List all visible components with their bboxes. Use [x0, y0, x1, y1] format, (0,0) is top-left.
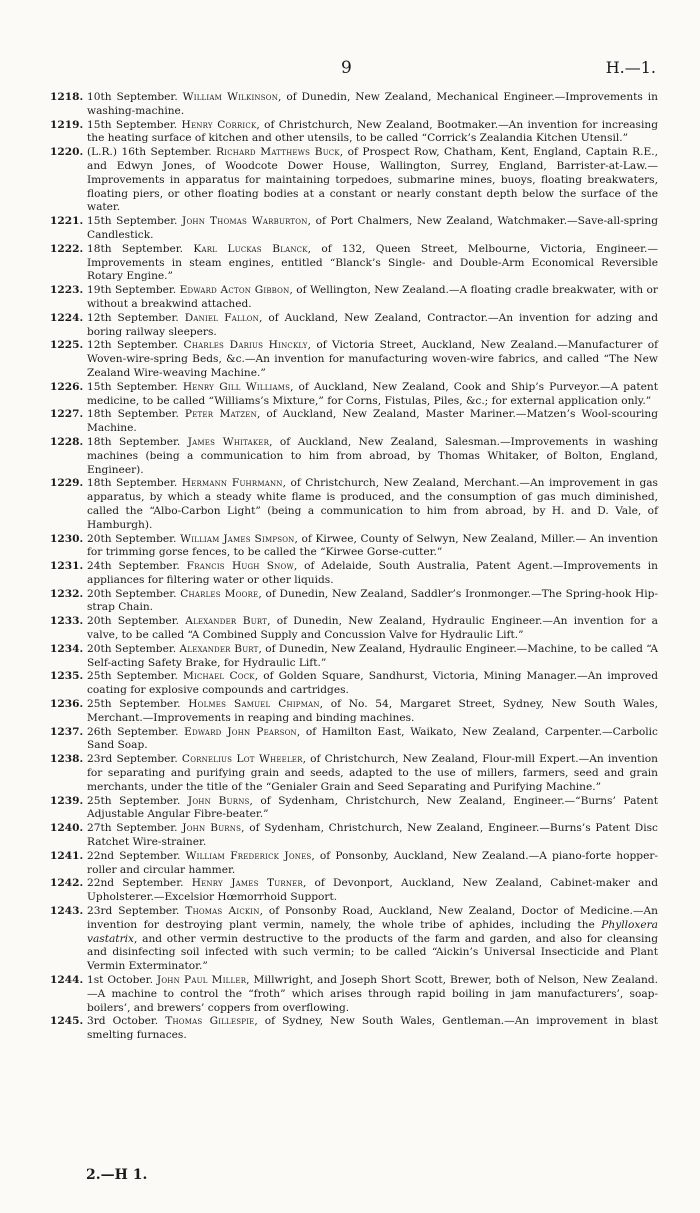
entry-description: , of Auckland, New Zealand, Cook and Ship’s Purveyor.—A patent medicine, to be called “Williams’s Mixture,” for Corns, Fistulas, Piles, &c.; for external application only.” — [87, 380, 658, 407]
entry-date: 20th September. — [87, 532, 177, 545]
patent-entry — [50, 119, 658, 147]
entry-description: , of Christchurch, New Zealand, Merchant.—An improvement in gas apparatus, by which a steady white flame is produced, and the consumption of gas much diminished, called the “Albo-Carbon Light” (being a communication to him from abroad, by H. and D. Vale, of Hamburgh). — [87, 477, 658, 531]
patent-entry — [50, 753, 658, 794]
patent-entry — [50, 850, 658, 878]
entry-date: 15th September. — [87, 215, 178, 228]
entry-date: 18th September. — [87, 435, 181, 448]
entry-date: 25th September. — [87, 698, 181, 711]
entry-description: , of Auckland, New Zealand, Master Mariner.—Matzen’s Wool-scouring Machine. — [87, 408, 658, 435]
applicant-name: Henry Gill Williams — [182, 380, 291, 393]
applicant-name: James Whitaker — [187, 435, 270, 448]
entry-number: 1243. — [50, 905, 84, 918]
entry-description: , of 132, Queen Street, Melbourne, Victoria, Engineer.—Improvements in steam engines, entitled “Blanck’s Single- and Double-Arm Economical Reversible Rotary Engine.” — [87, 242, 658, 283]
entry-number: 1240. — [50, 822, 84, 835]
entry-date: 24th September. — [87, 560, 180, 573]
document-reference: H.—1. — [605, 58, 656, 77]
patent-entry — [50, 381, 658, 409]
applicant-name: Karl Luckas Blanck — [193, 242, 308, 255]
entry-description: , of Port Chalmers, New Zealand, Watchmaker.—Save-all-spring Candlestick. — [87, 215, 659, 241]
entry-number: 1244. — [50, 974, 84, 986]
entry-number: 1230. — [50, 532, 84, 545]
patent-entry — [50, 560, 658, 588]
entry-date: 18th September. — [87, 242, 184, 255]
entry-number: 1235. — [50, 670, 84, 683]
entry-number: 1227. — [50, 408, 84, 421]
entry-description-continued: , and other vermin destructive to the products of the farm and garden, and also for cleansing and disinfecting soil infected with such vermin; to be called “Aickin’s Universal Insecticide and Plant Vermin Exterminator.” — [87, 932, 658, 973]
patent-entry — [50, 91, 658, 119]
entry-description: , of Dunedin, New Zealand, Mechanical Engineer.—Improvements in washing-machine. — [87, 91, 658, 117]
applicant-name: Thomas Aickin — [185, 905, 260, 918]
patent-entry — [50, 146, 658, 215]
entry-description: , of Christchurch, New Zealand, Bootmaker.—An invention for increasing the heating surface of kitchen and other utensils, to be called “Corrick’s Zealandia Kitchen Utensil.” — [87, 118, 658, 145]
entry-number: 1224. — [50, 311, 84, 324]
entry-description: , of Sydenham, Christchurch, New Zealand, Engineer.—Burns’s Patent Disc Ratchet Wire-strainer. — [87, 822, 658, 849]
entry-description: , of Dunedin, New Zealand, Hydraulic Engineer.—An invention for a valve, to be called “A Combined Supply and Concussion Valve for Hydraulic Lift.” — [87, 615, 658, 642]
applicant-name: John Paul Miller — [156, 974, 247, 986]
patent-entry — [50, 822, 658, 850]
entry-date: 20th September. — [87, 615, 179, 628]
patent-entry — [50, 477, 658, 532]
entry-date: 23rd September. — [87, 905, 180, 918]
applicant-name: Charles Darius Hinckly — [183, 339, 308, 352]
page-header — [0, 58, 700, 78]
patent-entry — [50, 312, 658, 340]
entry-date: 15th September. — [87, 118, 178, 131]
patent-entry — [50, 215, 658, 243]
entry-date: 12th September. — [87, 311, 179, 324]
entry-description: , of Devonport, Auckland, New Zealand, Cabinet-maker and Upholsterer.—Excelsior Hœmorrhoid Support. — [87, 877, 659, 904]
entry-date: 22nd September. — [87, 849, 181, 862]
applicant-name: John Thomas Warburton — [182, 215, 308, 228]
entry-description: , of Hamilton East, Waikato, New Zealand, Carpenter.—Carbolic Sand Soap. — [87, 725, 658, 752]
entry-number: 1245. — [50, 1015, 84, 1028]
printer-signature: 2.—H 1. — [86, 1167, 148, 1183]
entry-number: 1239. — [50, 794, 84, 807]
entry-number: 1237. — [50, 725, 84, 738]
entry-description: , of Kirwee, County of Selwyn, New Zealand, Miller.— An invention for trimming gorse fences, to be called the “Kirwee Gorse-cutter.” — [87, 532, 658, 559]
patent-entry — [50, 877, 658, 905]
applicant-name: Thomas Gillespie — [165, 1015, 255, 1028]
entry-number: 1231. — [50, 560, 84, 573]
applicant-name: John Burns — [187, 794, 250, 807]
entry-number: 1242. — [50, 877, 84, 890]
entry-date: 18th September. — [87, 477, 178, 490]
entry-number: 1229. — [50, 477, 84, 490]
entry-number: 1234. — [50, 642, 84, 655]
applicant-name: Hermann Fuhrmann — [181, 477, 283, 490]
entry-description: , of Golden Square, Sandhurst, Victoria, Mining Manager.—An improved coating for explosive compounds and cartridges. — [87, 670, 658, 697]
entry-date: 20th September. — [87, 642, 177, 655]
patent-entry — [50, 436, 658, 477]
entry-number: 1232. — [50, 587, 84, 600]
applicant-name: Charles Moore — [180, 587, 259, 600]
page-number: 9 — [341, 58, 352, 78]
entry-number: 1241. — [50, 849, 84, 862]
applicant-name: Alexander Burt — [185, 615, 268, 628]
entry-number: 1223. — [50, 284, 84, 297]
patent-entry — [50, 643, 658, 671]
applicant-name: Francis Hugh Snow — [186, 560, 294, 573]
entry-number: 1219. — [50, 118, 84, 131]
applicant-name: Daniel Fallon — [184, 311, 260, 324]
applicant-name: William Wilkinson — [182, 91, 279, 103]
entry-date: 27th September. — [87, 822, 178, 835]
applicant-name: Michael Cock — [182, 670, 255, 683]
entry-date: 25th September. — [87, 670, 178, 683]
entry-date: 22nd September. — [87, 877, 184, 890]
entry-number: 1225. — [50, 339, 84, 352]
patent-entry — [50, 339, 658, 380]
patent-entry — [50, 795, 658, 823]
entry-date: 10th September. — [87, 91, 178, 103]
applicant-name: Henry Corrick — [181, 118, 257, 131]
entry-description: , of Auckland, New Zealand, Contractor.—An invention for adzing and boring railway sleepers. — [87, 311, 658, 338]
entry-number: 1220. — [50, 146, 84, 159]
patent-entry — [50, 1015, 658, 1043]
patent-entry — [50, 905, 658, 974]
entry-description: , of Ponsonby Road, Auckland, New Zealand, Doctor of Medicine.—An invention for destroying plant vermin, namely, the whole tribe of aphides, including the — [87, 905, 658, 931]
entry-number: 1233. — [50, 615, 84, 628]
patent-entry — [50, 533, 658, 561]
entry-number: 1236. — [50, 698, 84, 711]
entry-number: 1218. — [50, 91, 84, 103]
entry-description: , of Dunedin, New Zealand, Hydraulic Engineer.—Machine, to be called “A Self-acting Safety Brake, for Hydraulic Lift.” — [87, 642, 658, 669]
entry-date: 12th September. — [87, 339, 179, 352]
patent-entry — [50, 408, 658, 436]
entry-date: 23rd September. — [87, 753, 178, 766]
entry-date: (L.R.) 16th September. — [87, 146, 212, 159]
entry-description: , of Wellington, New Zealand.—A floating cradle breakwater, with or without a breakwind attached. — [87, 284, 658, 310]
applicant-name: William Frederick Jones — [185, 849, 312, 862]
entry-description: , of Auckland, New Zealand, Salesman.—Improvements in washing machines (being a communication to him from abroad, by Thomas Whitaker, of Bolton, England, Engineer). — [87, 435, 658, 476]
entry-description: , of Sydenham, Christchurch, New Zealand, Engineer.—“Burns’ Patent Adjustable Angular Fibre-beater.” — [87, 794, 658, 821]
applicant-name: Peter Matzen — [184, 408, 257, 421]
applicant-name: William James Simpson — [180, 532, 295, 545]
entry-description: , of Adelaide, South Australia, Patent Agent.—Improvements in appliances for filtering water or other liquids. — [87, 560, 658, 586]
applicant-name: Edward John Pearson — [184, 725, 297, 738]
entry-description: , of Prospect Row, Chatham, Kent, England, Captain R.E., and Edwyn Jones, of Woodcote Dower House, Wallington, Surrey, England, Barrister-at-Law.—Improvements in apparatus for maintaining torpedoes, submarine mines, buoys, floating breakwaters, floating piers, or other floating bodies at a constant or nearly constant depth below the surface of the water. — [87, 146, 658, 214]
applicant-name: John Burns — [182, 822, 242, 835]
entry-number: 1228. — [50, 435, 84, 448]
applicant-name: Edward Acton Gibbon — [179, 284, 290, 297]
entry-number: 1238. — [50, 753, 84, 766]
entry-date: 20th September. — [87, 587, 177, 600]
entry-date: 25th September. — [87, 794, 181, 807]
patent-entry — [50, 974, 658, 1015]
patent-entry — [50, 670, 658, 698]
entry-date: 18th September. — [87, 408, 179, 421]
patent-entry — [50, 726, 658, 754]
patent-entry — [50, 284, 658, 312]
entry-description: , of Dunedin, New Zealand, Saddler’s Ironmonger.—The Spring-hook Hip-strap Chain. — [87, 587, 658, 614]
entry-description: , of Christchurch, New Zealand, Flour-mill Expert.—An invention for separating and purifying grain and seeds, adapted to the use of millers, farmers, seed and grain merchants, under the title of the “Genialer Grain and Seed Separating and Purifying Machine.” — [87, 753, 659, 793]
entry-description: , of Victoria Street, Auckland, New Zealand.—Manufacturer of Woven-wire-spring Beds, &c.—An invention for manufacturing woven-wire fabrics, and called “The New Zealand Wire-weaving Machine.” — [87, 339, 658, 379]
entry-description: , of No. 54, Margaret Street, Sydney, New South Wales, Merchant.—Improvements in reaping and binding machines. — [87, 698, 658, 724]
entry-italic-term: Phylloxera vastatrix — [87, 918, 658, 945]
entry-number: 1226. — [50, 380, 84, 393]
entry-date: 3rd October. — [87, 1015, 159, 1028]
entry-date: 26th September. — [87, 725, 179, 738]
applicant-name: Alexander Burt — [179, 642, 259, 655]
applicant-name: Cornelius Lot Wheeler — [181, 753, 303, 766]
patent-entries-list — [50, 91, 658, 1043]
applicant-name: Holmes Samuel Chipman — [188, 698, 320, 711]
entry-date: 15th September. — [87, 380, 178, 393]
applicant-name: Henry James Turner — [191, 877, 303, 890]
entry-description: , Millwright, and Joseph Short Scott, Brewer, both of Nelson, New Zealand.—A machine to control the “froth” which arises through rapid boiling in jam manufacturers’, soap-boilers’, and brewers’ coppers from overflowing. — [87, 974, 659, 1014]
applicant-name: Richard Matthews Buck — [216, 146, 340, 159]
entry-description: , of Ponsonby, Auckland, New Zealand.—A piano-forte hopper-roller and circular hammer. — [87, 849, 658, 876]
patent-entry — [50, 698, 658, 726]
entry-date: 19th September. — [87, 284, 177, 297]
patent-entry — [50, 243, 658, 284]
entry-date: 1st October. — [87, 974, 153, 986]
patent-entry — [50, 615, 658, 643]
patent-entry — [50, 588, 658, 616]
entry-number: 1222. — [50, 242, 84, 255]
entry-number: 1221. — [50, 215, 84, 228]
entry-description: , of Sydney, New South Wales, Gentleman.—An improvement in blast smelting furnaces. — [87, 1015, 658, 1042]
